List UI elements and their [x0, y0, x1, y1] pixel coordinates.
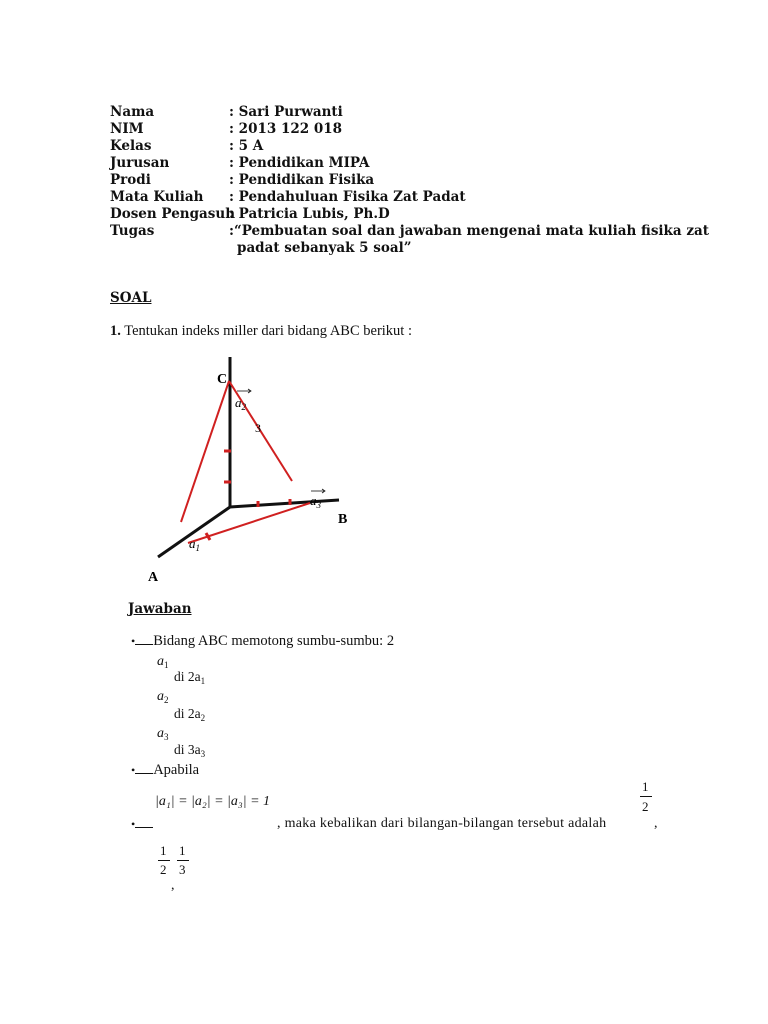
bidang-text: Bidang ABC memotong sumbu-sumbu: 2	[153, 633, 395, 649]
bullet-1-line	[131, 633, 394, 650]
label-dosen: Dosen Pengasuh	[110, 206, 236, 222]
equation: |a₁| = |a₂| = |a₃| = 1	[155, 794, 271, 809]
di-2a1: di $2a_1$	[174, 669, 206, 686]
label-a3: $a_3$	[310, 493, 321, 510]
apabila-text: Apabila	[153, 762, 200, 778]
label-nama: Nama	[110, 104, 155, 120]
value-mata-kuliah: : Pendahuluan Fisika Zat Padat	[229, 189, 466, 205]
frac-top-bar	[640, 796, 652, 797]
question-text: Tentukan indeks miller dari bidang ABC berikut :	[124, 323, 412, 339]
value-dosen: : Patricia Lubis, Ph.D	[229, 206, 390, 222]
bullet-3-line	[131, 816, 153, 833]
tick-a1	[206, 533, 210, 540]
label-a2: $a_2$	[235, 395, 246, 412]
frac1-den: 2	[160, 862, 167, 877]
var-a3: $a_3$	[157, 726, 169, 742]
frac1-bar	[158, 860, 170, 861]
frac-top-den: 2	[642, 799, 649, 814]
label-b: B	[338, 512, 348, 527]
label-c: C	[217, 372, 228, 387]
frac-top-num: 1	[642, 779, 649, 794]
label-mata-kuliah: Mata Kuliah	[110, 189, 204, 205]
label-jurusan: Jurusan	[110, 155, 170, 171]
value-prodi: : Pendidikan Fisika	[229, 172, 375, 188]
frac1-num: 1	[160, 843, 167, 858]
comma-2: ,	[171, 878, 175, 893]
label-a1: $a_1$	[189, 536, 200, 553]
value-tugas-cont: padat sebanyak 5 soal”	[237, 240, 412, 256]
value-tugas: :“Pembuatan soal dan jawaban mengenai mata kuliah fisika zat	[229, 223, 710, 239]
label-prodi: Prodi	[110, 172, 151, 188]
edge-c-left	[181, 381, 229, 522]
comma-1: ,	[654, 816, 658, 831]
di-3a3: di $3a_3$	[174, 742, 206, 759]
value-kelas: : 5 A	[229, 138, 264, 154]
kebalikan-text: , maka kebalikan dari bilangan-bilangan tersebut adalah	[277, 816, 607, 831]
bullet-3: •	[131, 817, 136, 831]
soal-heading: SOAL	[110, 290, 152, 306]
jawaban-heading: Jawaban	[128, 601, 192, 617]
var-a2: $a_2$	[157, 689, 169, 705]
label-tugas: Tugas	[110, 223, 155, 239]
bullet-1: •	[131, 634, 136, 648]
axis-b	[230, 500, 339, 507]
question-number: 1.	[110, 323, 121, 339]
frac2-bar	[177, 860, 189, 861]
label-3: 3	[255, 421, 261, 435]
label-nim: NIM	[110, 121, 144, 137]
di-2a2: di $2a_2$	[174, 706, 206, 723]
value-nim: : 2013 122 018	[229, 121, 343, 137]
var-a1: $a_1$	[157, 654, 169, 670]
value-jurusan: : Pendidikan MIPA	[229, 155, 370, 171]
frac2-num: 1	[179, 843, 186, 858]
frac2-den: 3	[179, 862, 186, 877]
bullet-2: •	[131, 763, 136, 777]
value-nama: : Sari Purwanti	[229, 104, 343, 120]
bullet-2-line	[131, 762, 199, 779]
label-a: A	[148, 570, 159, 585]
label-kelas: Kelas	[110, 138, 152, 154]
